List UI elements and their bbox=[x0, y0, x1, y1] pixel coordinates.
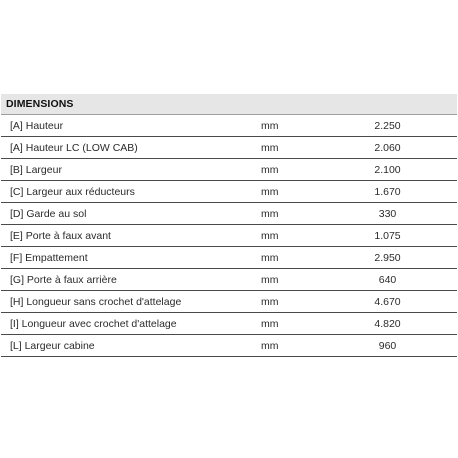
table-row bbox=[1, 225, 457, 247]
row-unit: mm bbox=[253, 181, 326, 203]
table-row bbox=[1, 115, 457, 137]
row-value: 960 bbox=[326, 335, 457, 357]
table-row bbox=[1, 203, 457, 225]
row-unit: mm bbox=[253, 313, 326, 335]
dimensions-table bbox=[1, 94, 457, 357]
table-row bbox=[1, 181, 457, 203]
table-row bbox=[1, 137, 457, 159]
row-value: 2.100 bbox=[326, 159, 457, 181]
row-label: [L] Largeur cabine bbox=[1, 335, 253, 357]
row-value: 2.060 bbox=[326, 137, 457, 159]
row-value: 2.950 bbox=[326, 247, 457, 269]
row-unit: mm bbox=[253, 203, 326, 225]
row-value: 330 bbox=[326, 203, 457, 225]
dimensions-table-container bbox=[1, 94, 457, 357]
row-value: 4.820 bbox=[326, 313, 457, 335]
row-unit: mm bbox=[253, 159, 326, 181]
row-value: 640 bbox=[326, 269, 457, 291]
row-label: [A] Hauteur bbox=[1, 115, 253, 137]
row-unit: mm bbox=[253, 225, 326, 247]
row-label: [I] Longueur avec crochet d'attelage bbox=[1, 313, 253, 335]
row-label: [H] Longueur sans crochet d'attelage bbox=[1, 291, 253, 313]
table-row bbox=[1, 159, 457, 181]
row-value: 1.075 bbox=[326, 225, 457, 247]
row-label: [G] Porte à faux arrière bbox=[1, 269, 253, 291]
row-value: 4.670 bbox=[326, 291, 457, 313]
row-unit: mm bbox=[253, 137, 326, 159]
table-header-row bbox=[1, 94, 457, 115]
table-row bbox=[1, 247, 457, 269]
row-label: [B] Largeur bbox=[1, 159, 253, 181]
table-row bbox=[1, 335, 457, 357]
row-label: [D] Garde au sol bbox=[1, 203, 253, 225]
row-label: [F] Empattement bbox=[1, 247, 253, 269]
row-label: [A] Hauteur LC (LOW CAB) bbox=[1, 137, 253, 159]
row-value: 2.250 bbox=[326, 115, 457, 137]
table-row bbox=[1, 313, 457, 335]
row-label: [E] Porte à faux avant bbox=[1, 225, 253, 247]
row-unit: mm bbox=[253, 269, 326, 291]
row-unit: mm bbox=[253, 115, 326, 137]
row-unit: mm bbox=[253, 335, 326, 357]
table-row bbox=[1, 291, 457, 313]
row-unit: mm bbox=[253, 247, 326, 269]
table-row bbox=[1, 269, 457, 291]
row-label: [C] Largeur aux réducteurs bbox=[1, 181, 253, 203]
row-unit: mm bbox=[253, 291, 326, 313]
table-title: DIMENSIONS bbox=[1, 94, 457, 115]
row-value: 1.670 bbox=[326, 181, 457, 203]
